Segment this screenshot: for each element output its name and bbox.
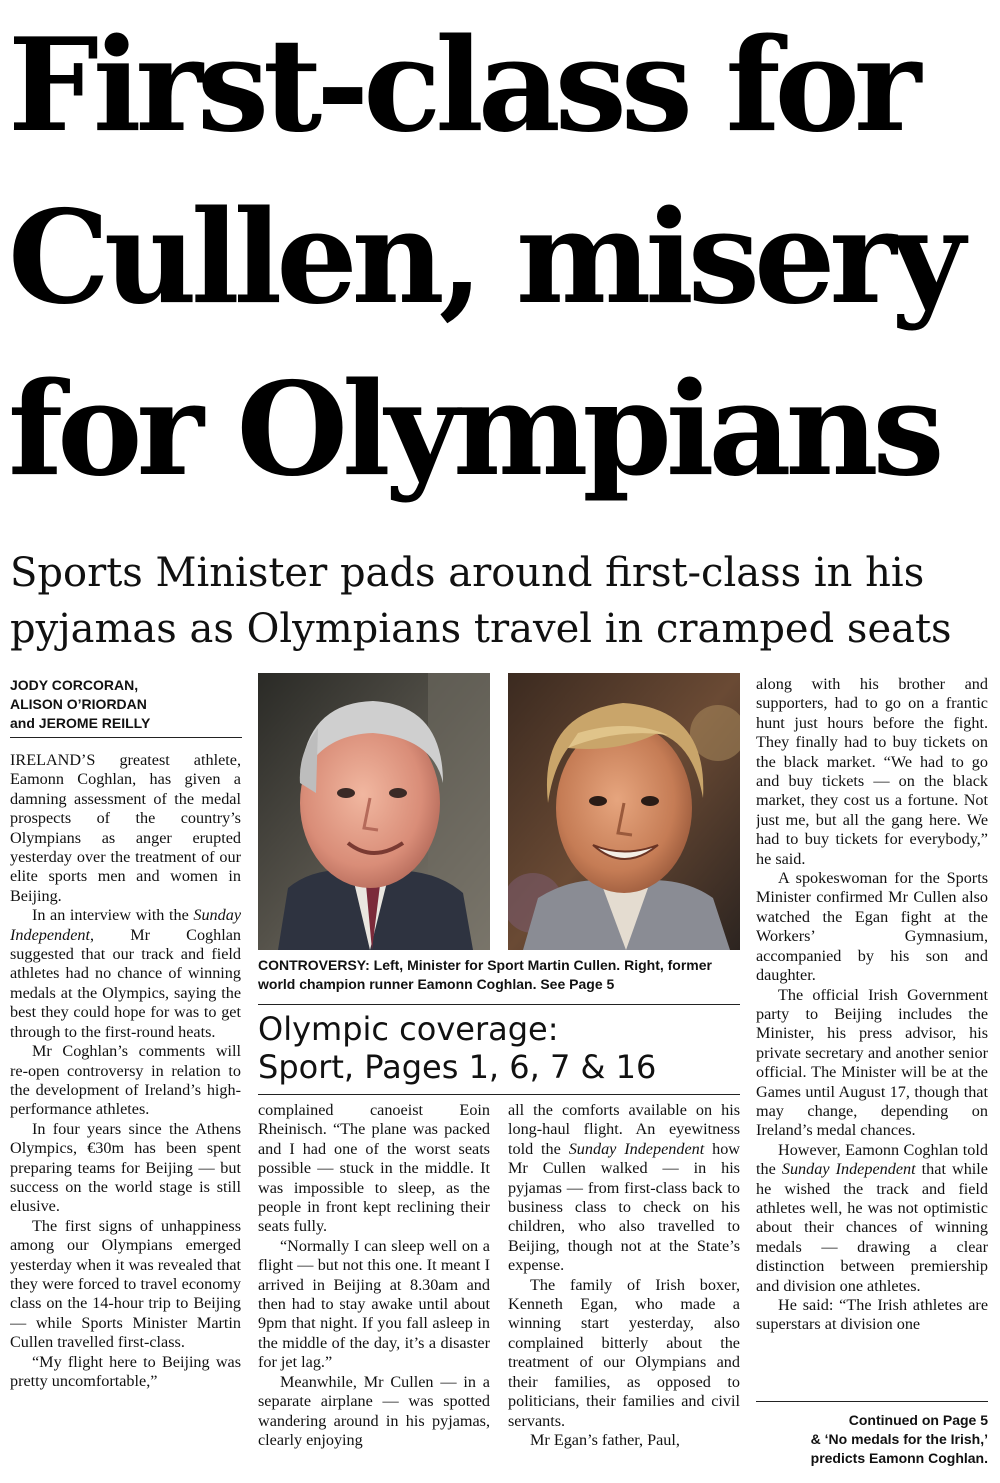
photo-eamonn-coghlan-image [508, 673, 740, 950]
promo-line-2: Sport, Pages 1, 6, 7 & 16 [258, 1048, 657, 1086]
publication-name: Sunday Independent [781, 1160, 916, 1179]
headline-line-2: Cullen, misery [8, 183, 960, 333]
byline [10, 676, 242, 733]
col3-paragraph-3: Mr Egan’s father, Paul, [530, 1430, 680, 1449]
promo-divider [258, 1094, 740, 1095]
col3-paragraph-2: The family of Irish boxer, Kenneth Egan, who made a winning start yesterday, also complained bitterly about the treatment of our Olympians and their families, as opposed to politicians, their families and civil servants. [508, 1275, 740, 1430]
byline-line-3: and JEROME REILLY [10, 715, 151, 731]
col1-paragraph-3: Mr Coghlan’s comments will re-open controversy in relation to the development of Ireland’s high-performance athletes. [10, 1042, 241, 1119]
col4-paragraph-1: along with his brother and supporters, had to go on a frantic hunt just hours before the fight. They finally had to buy tickets on the black market. “We had to go and buy tickets — on the black market, they cost us a fortune. Not just me, but all the gang here. We had to buy tickets for everybody,” he said. [756, 675, 988, 868]
byline-line-1: JODY CORCORAN, [10, 677, 139, 693]
headline-line-1: First-class for [8, 11, 916, 161]
col1-paragraph-4: In four years since the Athens Olympics, €30m has been spent preparing teams for Beijing — but success on the world stage is still elusive. [10, 1119, 241, 1216]
col2-paragraph-3: Meanwhile, Mr Cullen — in a separate airplane — was spotted wandering around in his pyjamas, clearly enjoying [258, 1372, 490, 1449]
photo-caption: CONTROVERSY: Left, Minister for Sport Martin Cullen. Right, former world champion runner Eamonn Coghlan. See Page 5 [258, 957, 712, 992]
col2-paragraph-1: complained canoeist Eoin Rheinisch. “The plane was packed and I had one of the worst seats possible — stuck in the middle. It was impossible to sleep, as the people in front kept reclining their seats fully. [258, 1101, 490, 1236]
photo-martin-cullen-image [258, 673, 490, 950]
continued-line-3: predicts Eamonn Coghlan. [810, 1450, 988, 1466]
col2-paragraph-2: “Normally I can sleep well on a flight — but not this one. It meant I arrived in Beijing at 8.30am and then had to stay awake until about 9pm that night. If you fall asleep in the middle of the day, it’s a disaster for jet lag.” [258, 1236, 490, 1372]
headline [8, 0, 998, 516]
article-column-2 [258, 1101, 490, 1481]
col4-paragraph-4: However, Eamonn Coghlan told the Sunday Independent that while he wished the track and field athletes well, he was not optimistic about their chances of winning medals — drawing a clear distinction between premiership and division one athletes. [756, 1140, 988, 1295]
caption-divider [258, 1004, 740, 1005]
article-column-4 [756, 675, 988, 1397]
col1-paragraph-5: The first signs of unhappiness among our Olympians emerged yesterday when it was revealed that they were forced to travel economy class on the 14-hour trip to Beijing — while Sports Minister Martin Cullen travelled first-class. [10, 1216, 241, 1352]
publication-name: Sunday Independent [10, 906, 241, 944]
promo-line-1: Olympic coverage: [258, 1010, 559, 1048]
subheadline: Sports Minister pads around first-class in his pyjamas as Olympians travel in cramped seats [10, 550, 952, 652]
photo-martin-cullen [258, 673, 490, 950]
continued-line-2: & ‘No medals for the Irish,’ [810, 1431, 988, 1447]
col4-paragraph-2: A spokeswoman for the Sports Minister confirmed Mr Cullen also watched the Egan fight at the Workers’ Gymnasium, accompanied by his son and daughter. [756, 869, 988, 985]
photo-eamonn-coghlan [508, 673, 740, 950]
continued-divider [756, 1401, 988, 1402]
headline-line-3: for Olympians [8, 355, 939, 505]
article-column-3 [508, 1101, 740, 1481]
byline-line-2: ALISON O’RIORDAN [10, 696, 147, 712]
col4-paragraph-3: The official Irish Government party to Beijing includes the Minister, his press advisor, his private secretary and another senior official. The Minister will be at the Games until August 17, though that may change, depending on Ireland’s medal chances. [756, 985, 988, 1140]
col1-paragraph-1: IRELAND’S greatest athlete, Eamonn Coghlan, has given a damning assessment of the medal prospects of the country’s Olympians as anger erupted yesterday over the treatment of our elite sports men and women in Beijing. [10, 751, 241, 905]
olympic-coverage-promo [258, 1010, 740, 1086]
article-column-1 [10, 751, 241, 1481]
byline-divider [10, 737, 242, 738]
col4-paragraph-5: He said: “The Irish athletes are superstars at division one [756, 1296, 988, 1334]
col3-paragraph-1: all the comforts available on his long-haul flight. An eyewitness told the Sunday Independent how Mr Cullen walked — in his pyjamas — from first-class back to business class to check on his children, who also travelled to Beijing, though not at the State’s expense. [508, 1101, 740, 1275]
publication-name: Sunday Independent [568, 1139, 705, 1158]
continued-on-page-note [755, 1411, 988, 1468]
col1-paragraph-2: In an interview with the Sunday Independent, Mr Coghlan suggested that our track and field athletes had no chance of winning medals at the Olympics, saying the best they could hope for was to get through to the first-round heats. [10, 906, 241, 1041]
continued-line-1: Continued on Page 5 [848, 1412, 988, 1428]
col1-paragraph-6: “My flight here to Beijing was pretty uncomfortable,” [10, 1352, 241, 1390]
